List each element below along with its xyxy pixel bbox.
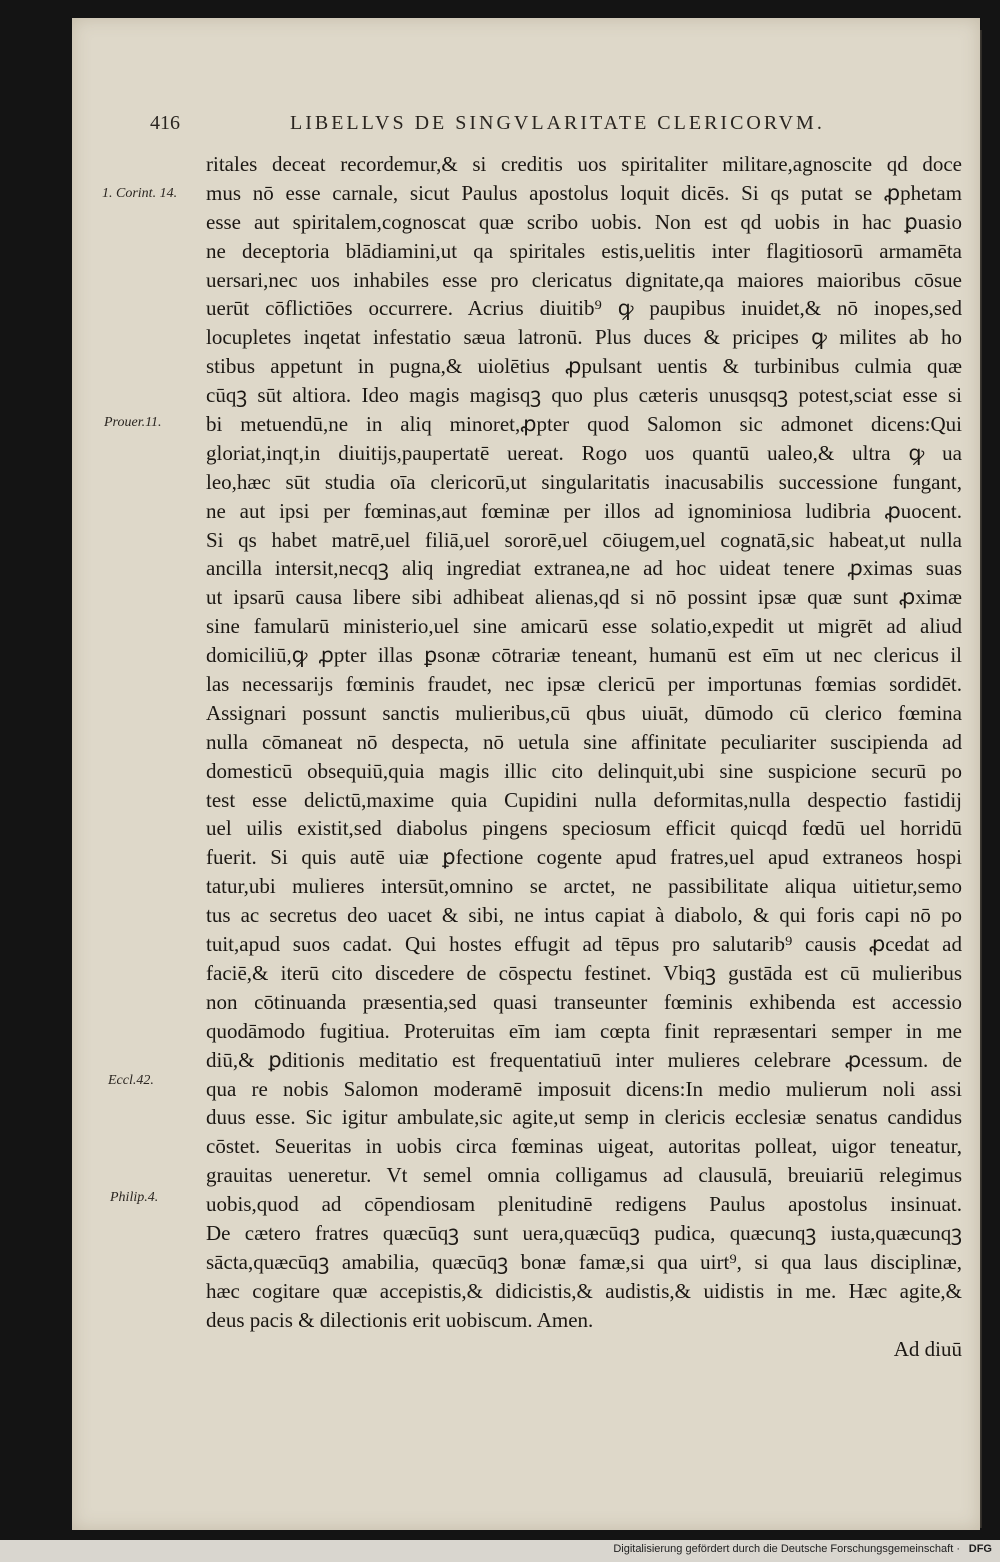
margin-note: 1. Corint. 14. bbox=[102, 186, 178, 201]
text-line: grauitas ueneretur. Vt semel omnia colligamus ad clausulā, breuiariū relegimus bbox=[206, 1163, 962, 1188]
text-line: domiciliū,ꝙ ꝓpter illas ꝑsonæ cōtrariæ teneant, humanū est eīm ut nec clericus il bbox=[206, 643, 962, 668]
text-line: ne deceptoria blādiamini,ut qa spiritales estis,uelitis inter flagitiosorū armamēta bbox=[206, 238, 962, 263]
text-line: sācta,quæcūqꝫ amabilia, quæcūqꝫ bonæ famæ,si qua uirt⁹, si qua laus disciplinæ, bbox=[206, 1249, 962, 1274]
text-line: domesticū obsequiū,quia magis illic cito delinquit,ubi sine suspicione securū po bbox=[206, 758, 962, 783]
text-line: hæc cogitare quæ accepistis,& didicistis,& audistis,& uidistis in me. Hæc agite,& bbox=[206, 1278, 962, 1303]
text-line: Si qs habet matrē,uel filiā,uel sororē,uel cōiugem,uel cognatā,sic habeat,ut nulla bbox=[206, 527, 962, 552]
text-line: uobis,quod ad cōpendiosam plenitudinē redigens Paulus apostolus insinuat. bbox=[206, 1192, 962, 1217]
text-line: las necessarijs fœminis fraudet, nec ipsæ clericū per importunas fœmias sordidēt. bbox=[206, 672, 962, 697]
dfg-logo: DFG bbox=[968, 1543, 992, 1555]
text-line: uersari,nec uos inhabiles esse pro clericatus dignitate,qa maiores maioribus cōsue bbox=[206, 267, 962, 292]
text-line: stibus appetunt in pugna,& uiolētius ꝓpulsant uentis & turbinibus culmia quæ bbox=[206, 354, 962, 379]
digitization-credit: Digitalisierung gefördert durch die Deutsche Forschungsgemeinschaft · bbox=[613, 1543, 960, 1555]
text-line: ritales deceat recordemur,& si creditis uos spiritaliter militare,agnoscite qd doce bbox=[206, 152, 962, 176]
margin-note: Prouer.11. bbox=[104, 415, 162, 430]
text-line: gloriat,inqt,in diuitijs,paupertatē uereat. Rogo uos quantū ualeo,& ultra ꝙ ua bbox=[206, 440, 962, 465]
catchword: Ad diuū bbox=[893, 1336, 962, 1361]
text-line: ne aut ipsi per fœminas,aut fœminæ per illos ad ignominiosa ludibria ꝓuocent. bbox=[206, 498, 962, 523]
text-line: test esse delictū,maxime quia Cupidini nulla deformitas,nulla despectio fastidij bbox=[206, 787, 962, 812]
text-line: esse aut spiritalem,cognoscat quæ scribo uobis. Non est qd uobis in hac ꝑuasio bbox=[206, 209, 962, 234]
body-text bbox=[206, 150, 962, 1363]
text-line: tuit,apud suos cadat. Qui hostes effugit ad tēpus pro salutarib⁹ causis ꝓcedat ad bbox=[206, 932, 962, 957]
running-title: LIBELLVS DE SINGVLARITATE CLERICORVM. bbox=[290, 112, 825, 134]
text-line: uel uilis existit,sed diabolus pingens speciosum efficit quicqd fœdū uel horridū bbox=[206, 816, 962, 841]
text-line: duus esse. Sic igitur ambulate,sic agite,ut semp in clericis ecclesiæ senatus candidus bbox=[206, 1105, 962, 1130]
text-line: uerūt cōflictiōes occurrere. Acrius diuitib⁹ ꝙ paupibus inuidet,& nō inopes,sed bbox=[206, 296, 962, 321]
text-line: qua re nobis Salomon moderamē imposuit dicens:In medio mulierum noli assi bbox=[206, 1076, 962, 1101]
text-line: deus pacis & dilectionis erit uobiscum. Amen. bbox=[206, 1307, 594, 1332]
text-line: non cōtinuanda præsentia,sed quasi transeunter fœminis exhibenda est accessio bbox=[206, 989, 962, 1014]
text-line: tatur,ubi mulieres intersūt,omnino se arctet, ne passibilitate aliqua uitietur,semo bbox=[206, 874, 962, 899]
text-line: cūqꝫ sūt altiora. Ideo magis magisqꝫ quo plus cæteris unusqsqꝫ potest,sciat esse si bbox=[206, 383, 962, 408]
text-line: quodāmodo fugitiua. Proteruitas eīm iam cœpta finit repræsentari semper in me bbox=[206, 1018, 962, 1043]
margin-note: Philip.4. bbox=[110, 1190, 159, 1205]
text-line: cōstet. Seueritas in uobis circa fœminas uigeat, autoritas polleat, uigor teneatur, bbox=[206, 1134, 962, 1159]
text-line: ut ipsarū causa libere sibi adhibeat alienas,qd si nō possint ipsæ quæ sunt ꝓximæ bbox=[206, 585, 962, 610]
text-line: mus nō esse carnale, sicut Paulus apostolus loquit dicēs. Si qs putat se ꝓphetam bbox=[206, 180, 962, 205]
text-line: ancilla intersit,necqꝫ aliq ingrediat extranea,ne ad hoc uideat tenere ꝓximas suas bbox=[206, 556, 962, 581]
footer-bar bbox=[0, 1540, 1000, 1562]
running-head bbox=[150, 112, 940, 140]
text-line: fuerit. Si quis autē uiæ ꝑfectione cogente apud fratres,uel apud extraneos hospi bbox=[206, 845, 962, 870]
text-line: diū,& ꝑditionis meditatio est frequentatiuū inter mulieres celebrare ꝓcessum. de bbox=[206, 1047, 962, 1072]
text-line: locupletes inqetat infestatio sæua latronū. Plus duces & pricipes ꝙ milites ab ho bbox=[206, 325, 962, 350]
text-line: leo,hæc sūt studia oīa clericorū,ut singularitatis inacusabilis successione fungant, bbox=[206, 469, 962, 494]
text-line: bi metuendū,ne in aliq minoret,ꝓpter quod Salomon sic admonet dicens:Qui bbox=[206, 412, 962, 437]
page-number: 416 bbox=[150, 112, 180, 134]
text-line: De cætero fratres quæcūqꝫ sunt uera,quæcūqꝫ pudica, quæcunqꝫ iusta,quæcunqꝫ bbox=[206, 1220, 962, 1245]
text-line: nulla cōmaneat nō despecta, nō uetula sine affinitate peculiariter suscipienda ad bbox=[206, 729, 962, 754]
text-line: sine famularū ministerio,uel sine amicarū esse solatio,expedit ut migrēt ad aliud bbox=[206, 614, 962, 639]
text-line: tus ac secretus deo uacet & sibi, ne intus capiat à diabolo, & qui foris capi nō po bbox=[206, 903, 962, 928]
margin-note: Eccl.42. bbox=[108, 1073, 154, 1088]
text-line: faciē,& iterū cito discedere de cōspectu festinet. Vbiqꝫ gustāda est cū mulieribus bbox=[206, 960, 962, 985]
text-line: Assignari possunt sanctis mulieribus,cū qbus uiuāt, dūmodo cū clerico fœmina bbox=[206, 700, 962, 725]
